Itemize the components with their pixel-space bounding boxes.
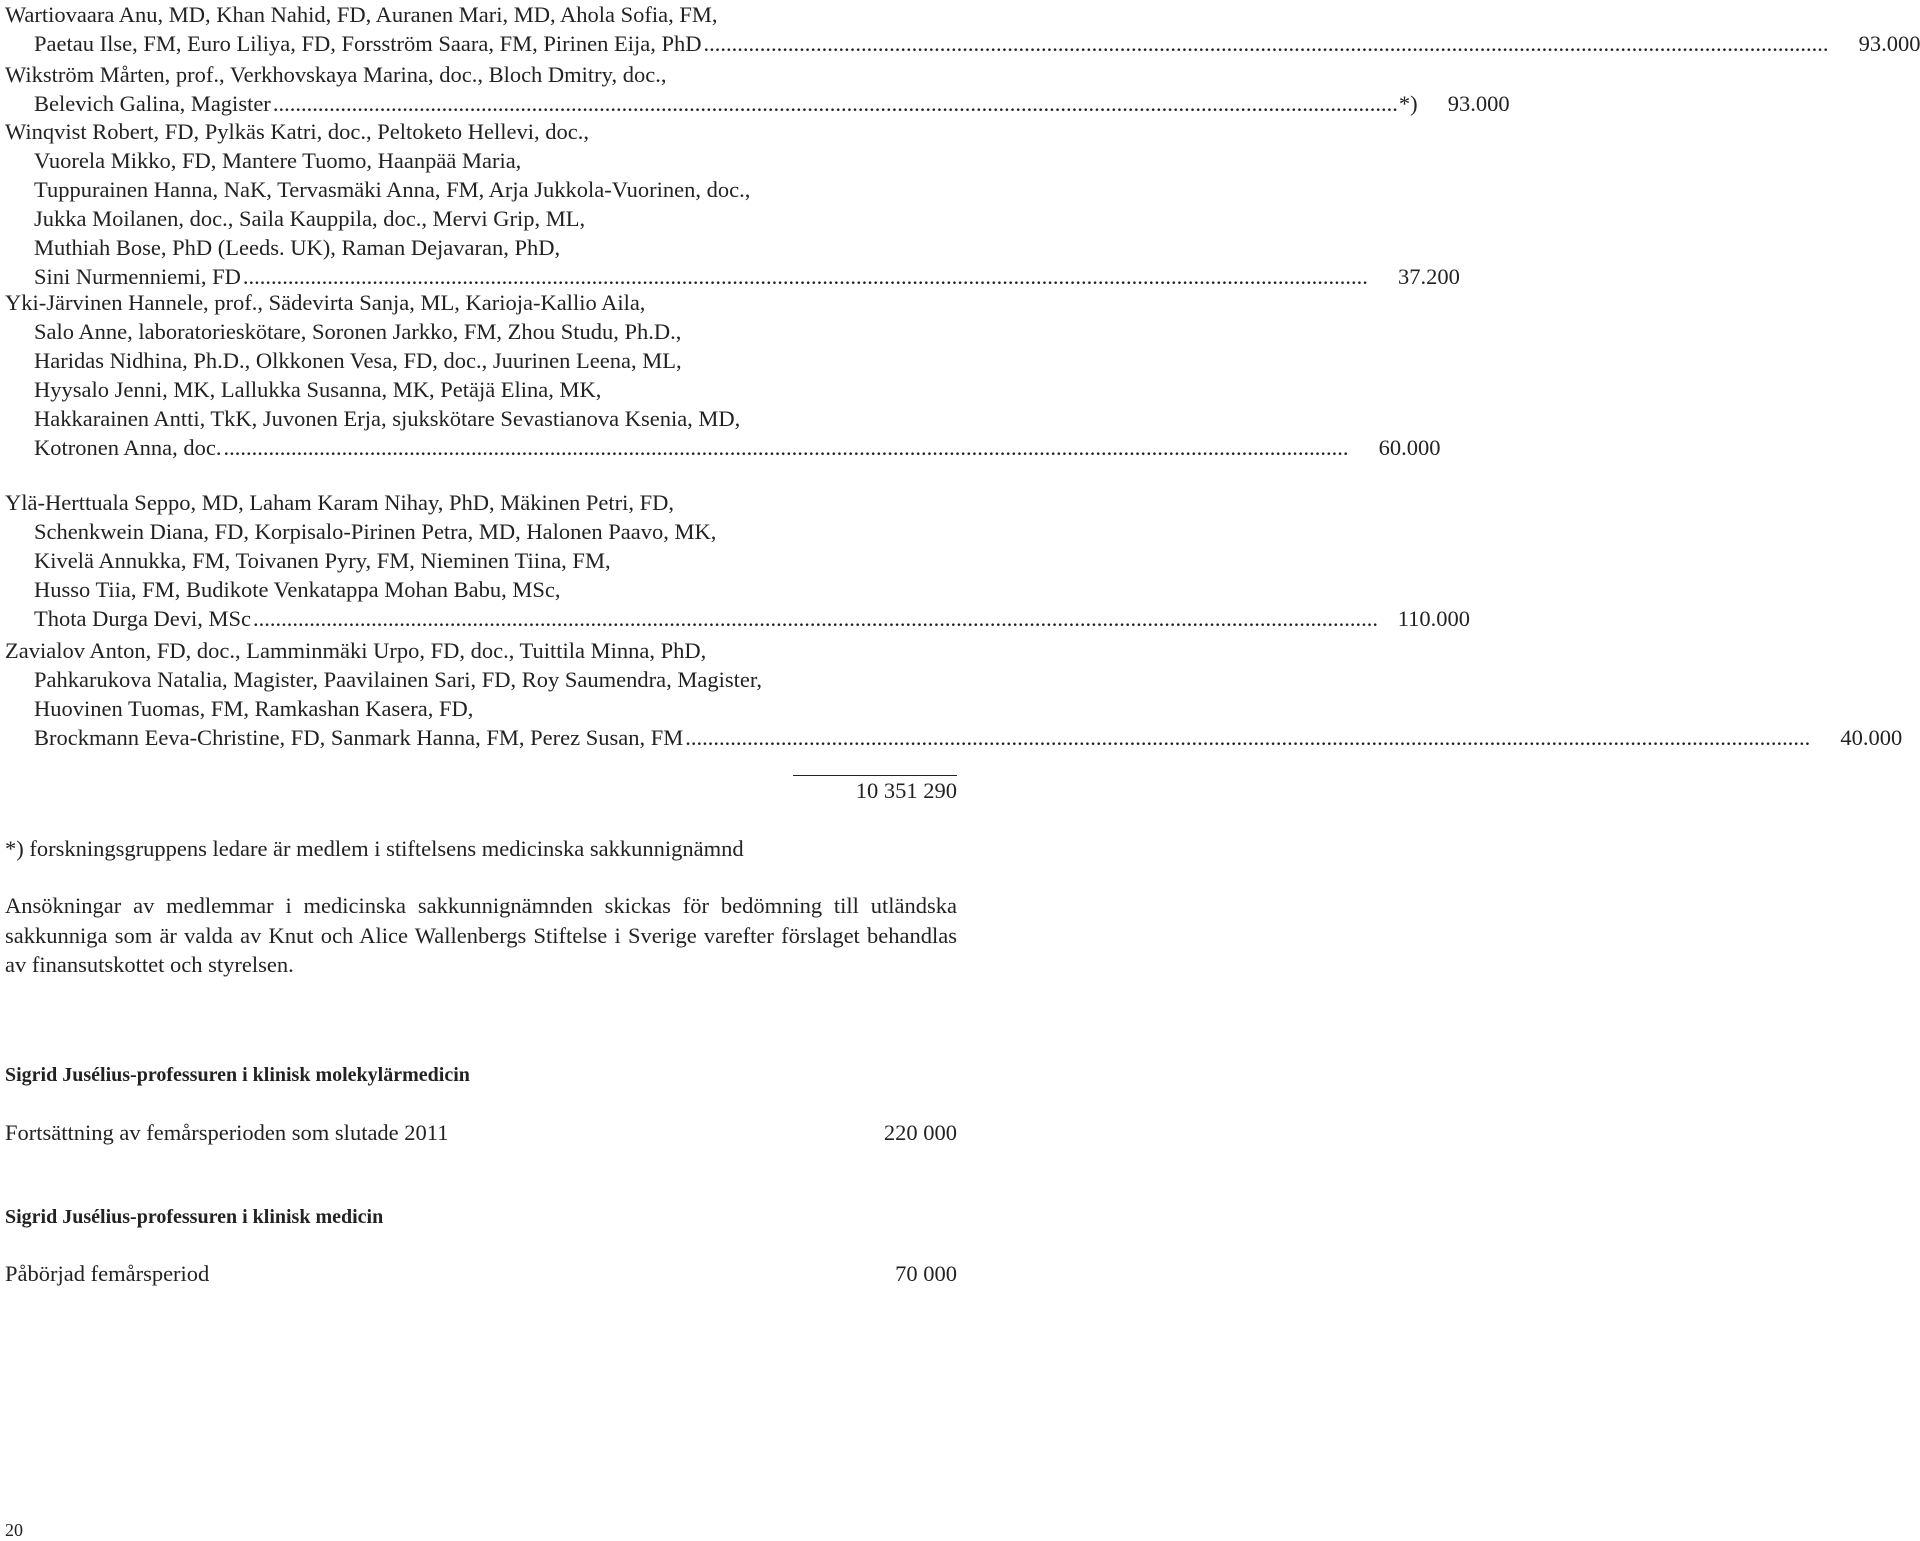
entry-line: Husso Tiia, FM, Budikote Venkatappa Mohan Babu, MSc,: [34, 577, 561, 602]
entry-line: Huovinen Tuomas, FM, Ramkashan Kasera, FD,: [34, 696, 474, 721]
section-row-molecular: [5, 1120, 957, 1146]
grant-entry: [5, 636, 1903, 752]
entry-line: Schenkwein Diana, FD, Korpisalo-Pirinen Petra, MD, Halonen Paavo, MK,: [34, 519, 717, 544]
sum-rule: [793, 775, 957, 776]
entry-line: Salo Anne, laboratorieskötare, Soronen Jarkko, FM, Zhou Studu, Ph.D.,: [34, 319, 682, 344]
entry-amount: 110.000: [1397, 606, 1471, 631]
entry-line: Winqvist Robert, FD, Pylkäs Katri, doc., Peltoketo Hellevi, doc.,: [5, 119, 590, 144]
grant-entry: [5, 288, 1441, 462]
entry-text: Thota Durga Devi, MSc: [34, 606, 252, 631]
leader-dots: ........................................................................................................................................................................................................: [253, 606, 1379, 631]
page-number: 20: [5, 1520, 23, 1540]
grant-entry: [5, 488, 1471, 633]
leader-dots: ........................................................................................................................................................................................................: [685, 725, 1811, 750]
entry-amount: 93.000: [1858, 31, 1920, 56]
footnote: *) forskningsgruppens ledare är medlem i stiftelsens medicinska sakkunnignämnd: [5, 836, 744, 861]
section-row-clinical: [5, 1261, 957, 1287]
entry-last-line: [5, 604, 1471, 633]
section-heading-molecular: Sigrid Jusélius-professuren i klinisk molekylärmedicin: [5, 1064, 470, 1086]
info-paragraph: Ansökningar av medlemmar i medicinska sakkunnignämnden skickas för bedömning till utländska sakkunniga som är valda av Knut och Alice Wallenbergs Stiftelse i Sverige varefter förslaget behandlas av finansutskottet och styrelsen.: [5, 893, 957, 977]
entry-line: Haridas Nidhina, Ph.D., Olkkonen Vesa, FD, doc., Juurinen Leena, ML,: [34, 348, 682, 373]
entry-line: Pahkarukova Natalia, Magister, Paavilainen Sari, FD, Roy Saumendra, Magister,: [34, 667, 763, 692]
section-heading-clinical: Sigrid Jusélius-professuren i klinisk medicin: [5, 1206, 384, 1228]
row-amount: 70 000: [895, 1261, 957, 1286]
entry-line: Kivelä Annukka, FM, Toivanen Pyry, FM, Nieminen Tiina, FM,: [34, 548, 611, 573]
entry-line: Muthiah Bose, PhD (Leeds. UK), Raman Dejavaran, PhD,: [34, 235, 561, 260]
entry-text: Belevich Galina, Magister: [34, 91, 271, 116]
entry-amount: 60.000: [1378, 435, 1441, 460]
entry-line: Tuppurainen Hanna, NaK, Tervasmäki Anna, FM, Arja Jukkola-Vuorinen, doc.,: [34, 177, 751, 202]
entry-text: Kotronen Anna, doc.: [34, 435, 222, 460]
entry-last-line: [5, 89, 1510, 118]
grand-total: 10 351 290: [855, 778, 957, 803]
entry-line: Hyysalo Jenni, MK, Lallukka Susanna, MK, Petäjä Elina, MK,: [34, 377, 602, 402]
entry-line: Vuorela Mikko, FD, Mantere Tuomo, Haanpää Maria,: [34, 148, 522, 173]
entry-line: Yki-Järvinen Hannele, prof., Sädevirta Sanja, ML, Karioja-Kallio Aila,: [5, 290, 646, 315]
entry-amount: 40.000: [1840, 725, 1903, 750]
entry-line: Ylä-Herttuala Seppo, MD, Laham Karam Nihay, PhD, Mäkinen Petri, FD,: [5, 490, 675, 515]
leader-mark: *): [1398, 91, 1418, 116]
grant-entry: [5, 60, 1510, 118]
entry-text: Paetau Ilse, FM, Euro Liliya, FD, Forsström Saara, FM, Pirinen Eija, PhD: [34, 31, 702, 56]
entry-last-line: [5, 723, 1903, 752]
entry-line: Wikström Mårten, prof., Verkhovskaya Marina, doc., Bloch Dmitry, doc.,: [5, 62, 667, 87]
entry-amount: 37.200: [1398, 264, 1460, 289]
entry-last-line: [5, 29, 1920, 58]
entry-line: Wartiovaara Anu, MD, Khan Nahid, FD, Auranen Mari, MD, Ahola Sofia, FM,: [5, 2, 718, 27]
entry-text: Sini Nurmenniemi, FD: [34, 264, 241, 289]
entry-line: Hakkarainen Antti, TkK, Juvonen Erja, sjukskötare Sevastianova Ksenia, MD,: [34, 406, 741, 431]
entry-line: Zavialov Anton, FD, doc., Lamminmäki Urpo, FD, doc., Tuittila Minna, PhD,: [5, 638, 707, 663]
row-amount: 220 000: [883, 1120, 957, 1145]
entry-amount: 93.000: [1447, 91, 1510, 116]
grant-entry: [5, 0, 1920, 58]
row-label: Fortsättning av femårsperioden som slutade 2011: [5, 1120, 449, 1145]
entry-last-line: [5, 433, 1441, 462]
entry-line: Jukka Moilanen, doc., Saila Kauppila, doc., Mervi Grip, ML,: [34, 206, 586, 231]
leader-dots: ........................................................................................................................................................................................................: [223, 435, 1349, 460]
leader-dots: ........................................................................................................................................................................................................: [242, 264, 1368, 289]
row-label: Påbörjad femårsperiod: [5, 1261, 210, 1286]
entry-text: Brockmann Eeva-Christine, FD, Sanmark Hanna, FM, Perez Susan, FM: [34, 725, 684, 750]
grant-entry: [5, 117, 1460, 291]
entry-last-line: [5, 262, 1460, 291]
leader-dots: ........................................................................................................................................................................................................: [703, 31, 1829, 56]
leader-dots: ........................................................................................................................................................................................................: [272, 91, 1398, 116]
